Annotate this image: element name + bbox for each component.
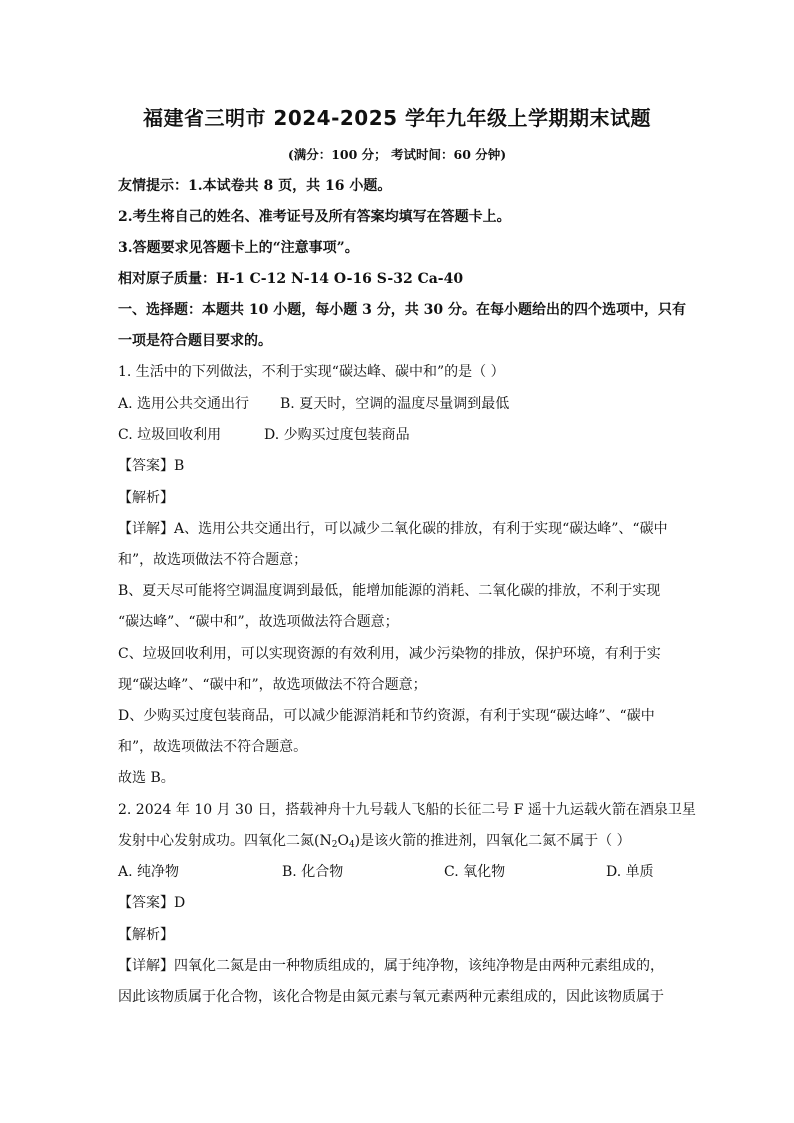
question-2-stem: 2. 2024 年 10 月 30 日，搭载神舟十九号载人飞船的长征二号 F 遥十九运载火箭在酒泉卫星 [118, 802, 696, 818]
detail-line: 现“碳达峰”、“碳中和”，故选项做法不符合题意； [118, 677, 427, 693]
section-heading: 一项是符合题目要求的。 [118, 333, 272, 349]
conclusion-line: 故选 B。 [118, 770, 175, 786]
option-d: D. 少购买过度包装商品 [264, 427, 410, 443]
detail-line: 【详解】A、选用公共交通出行，可以减少二氧化碳的排放，有利于实现“碳达峰”、“碳中 [118, 521, 668, 537]
detail-line: 和”，故选项做法不符合题意。 [118, 739, 308, 755]
option-a: A. 纯净物 [118, 864, 180, 880]
option-b: B. 化合物 [282, 864, 344, 880]
detail-line: B、夏天尽可能将空调温度调到最低，能增加能源的消耗、二氧化碳的排放，不利于实现 [118, 583, 661, 599]
subscript: 2 [331, 840, 338, 850]
option-d: D. 单质 [606, 864, 654, 880]
stem-text: )是该火箭的推进剂，四氧化二氮不属于（ ） [354, 833, 631, 849]
detail-line: 【详解】四氧化二氮是由一种物质组成的，属于纯净物，该纯净物是由两种元素组成的， [118, 958, 664, 974]
section-heading: 一、选择题：本题共 10 小题，每小题 3 分，共 30 分。在每小题给出的四个选项中，只有 [118, 302, 686, 318]
analysis-heading: 【解析】 [118, 927, 174, 943]
note-line: 友情提示：1.本试卷共 8 页，共 16 小题。 [118, 178, 392, 194]
detail-line: 和”，故选项做法不符合题意； [118, 552, 308, 568]
note-line: 2.考生将自己的姓名、准考证号及所有答案均填写在答题卡上。 [118, 209, 511, 225]
analysis-heading: 【解析】 [118, 490, 174, 506]
stem-text: 发射中心发射成功。四氧化二氮(N [118, 833, 332, 849]
detail-line: D、少购买过度包装商品，可以减少能源消耗和节约资源，有利于实现“碳达峰”、“碳中 [118, 708, 655, 724]
atomic-mass-line: 相对原子质量：H-1 C-12 N-14 O-16 S-32 Ca-40 [118, 271, 464, 287]
note-line: 3.答题要求见答题卡上的“注意事项”。 [118, 240, 359, 256]
detail-line: “碳达峰”、“碳中和”，故选项做法符合题意； [118, 614, 399, 630]
option-c: C. 垃圾回收利用 [118, 427, 222, 443]
option-a: A. 选用公共交通出行 [118, 396, 250, 412]
answer-line: 【答案】D [118, 895, 186, 911]
page-title: 福建省三明市 2024-2025 学年九年级上学期期末试题 [142, 106, 652, 130]
question-2-stem [118, 831, 678, 851]
answer-line: 【答案】B [118, 458, 185, 474]
exam-info: (满分：100 分； 考试时间：60 分钟) [287, 147, 507, 162]
option-c: C. 氧化物 [444, 864, 506, 880]
option-b: B. 夏天时，空调的温度尽量调到最低 [280, 396, 510, 412]
subscript: 4 [348, 840, 355, 850]
question-1-stem: 1. 生活中的下列做法，不利于实现“碳达峰、碳中和”的是（ ） [118, 364, 505, 380]
detail-line: C、垃圾回收利用，可以实现资源的有效利用，减少污染物的排放，保护环境，有利于实 [118, 646, 661, 662]
stem-text: O [337, 833, 349, 849]
detail-line: 因此该物质属于化合物，该化合物是由氮元素与氧元素两种元素组成的，因此该物质属于 [118, 989, 664, 1005]
